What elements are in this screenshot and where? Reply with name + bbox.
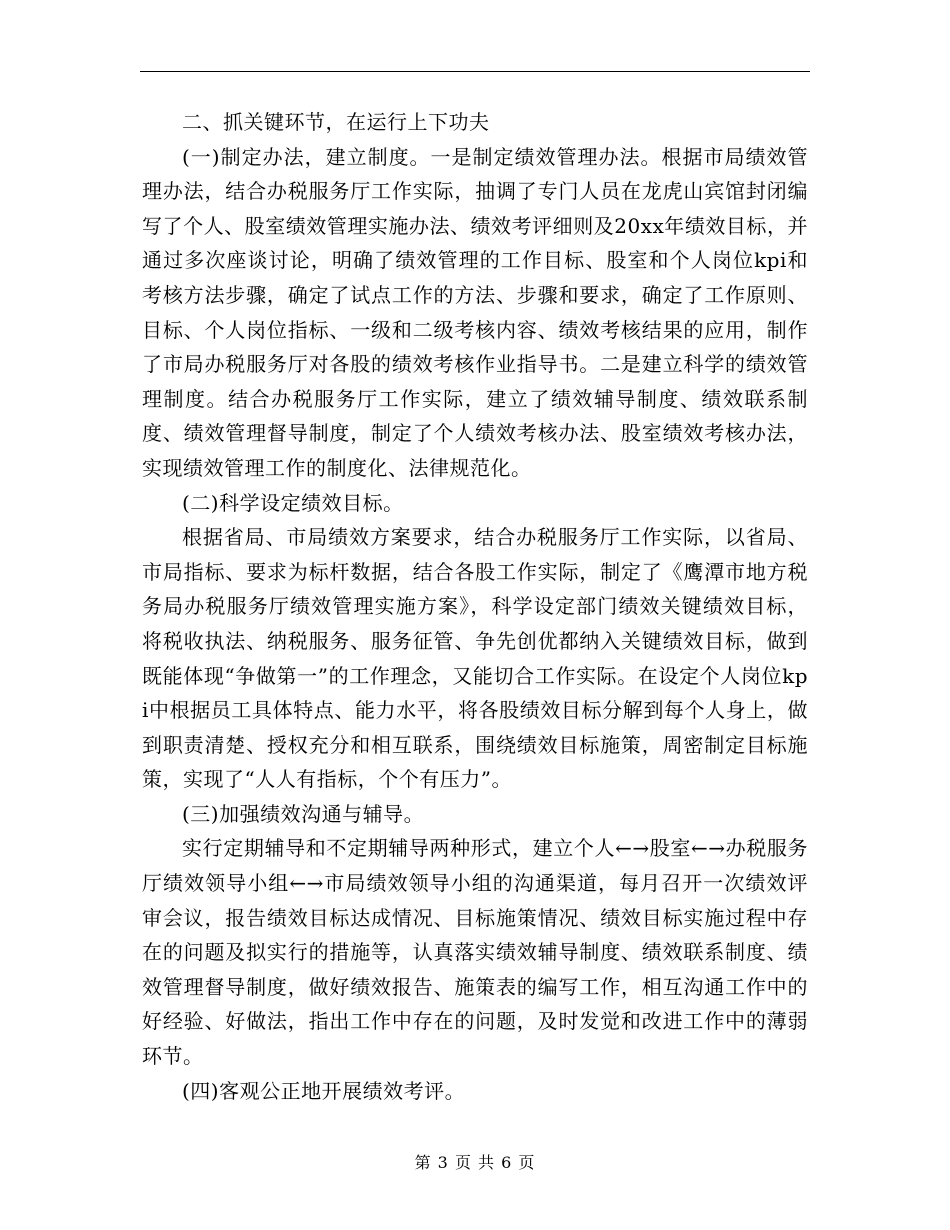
- subheading-communication: (三)加强绩效沟通与辅导。: [182, 801, 425, 826]
- section-heading: 二、抓关键环节，在运行上下功夫: [182, 110, 490, 134]
- header-rule: [140, 71, 810, 72]
- subheading-set-targets: (二)科学设定绩效目标。: [182, 490, 404, 515]
- subheading-evaluation: (四)客观公正地开展绩效考评。: [182, 1078, 466, 1103]
- paragraph-establish-system: (一)制定办法，建立制度。一是制定绩效管理办法。根据市局绩效管理办法，结合办税服务厅工作实际，抽调了专门人员在龙虎山宾馆封闭编写了个人、股室绩效管理实施办法、绩效考评细则及20xx年绩效目标，并通过多次座谈讨论，明确了绩效管理的工作目标、股室和个人岗位kpi和考核方法步骤，确定了试点工作的方法、步骤和要求，确定了工作原则、目标、个人岗位指标、一级和二级考核内容、绩效考核结果的应用，制作了市局办税服务厅对各股的绩效考核作业指导书。二是建立科学的绩效管理制度。结合办税服务厅工作实际，建立了绩效辅导制度、绩效联系制度、绩效管理督导制度，制定了个人绩效考核办法、股室绩效考核办法，实现绩效管理工作的制度化、法律规范化。: [142, 144, 808, 480]
- paragraph-communication: 实行定期辅导和不定期辅导两种形式，建立个人←→股室←→办税服务厅绩效领导小组←→市局绩效领导小组的沟通渠道，每月召开一次绩效评审会议，报告绩效目标达成情况、目标施策情况、绩效目标实施过程中存在的问题及拟实行的措施等，认真落实绩效辅导制度、绩效联系制度、绩效管理督导制度，做好绩效报告、施策表的编写工作，相互沟通工作中的好经验、好做法，指出工作中存在的问题，及时发觉和改进工作中的薄弱环节。: [142, 836, 808, 1069]
- paragraph-set-targets: 根据省局、市局绩效方案要求，结合办税服务厅工作实际，以省局、市局指标、要求为标杆数据，结合各股工作实际，制定了《鹰潭市地方税务局办税服务厅绩效管理实施方案》，科学设定部门绩效关键绩效目标，将税收执法、纳税服务、服务征管、争先创优都纳入关键绩效目标，做到既能体现“争做第一”的工作理念，又能切合工作实际。在设定个人岗位kpi中根据员工具体特点、能力水平，将各股绩效目标分解到每个人身上，做到职责清楚、授权充分和相互联系，围绕绩效目标施策，周密制定目标施策，实现了“人人有指标，个个有压力”。: [142, 525, 808, 792]
- document-body: [142, 105, 808, 1108]
- page-number: 第 3 页 共 6 页: [414, 1153, 536, 1172]
